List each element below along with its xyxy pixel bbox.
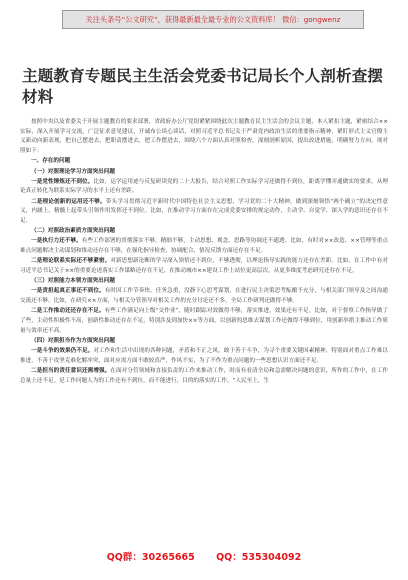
point-text: 对工作和生活中出现的各种问题，矛盾和不正之风，敢于善于斗争，为寻个重要关键因素精神，特别面对重点工作难以推进，不善于攻坚克难化解冲突，面对应需方面不敢较真严，作风不实，为了不作为重点问题的一些思想认识方面还不足。 [20,348,388,364]
point-text: 带头学习贯彻习近平新时代中国特色社会主义思想，学习党的二十大精神，做到深刻领悟“两个确立”的决定性意义，内涵上，精髓上起带头引领作用发挥还不到位。比如，在推动学习方面存在完成党委安排的规定动作，主动学、自觉学、深入学的意识还存在不足。 [20,198,388,225]
point-paragraph [20,257,388,276]
point-paragraph [20,367,388,386]
point-text: 比如，运学运用迹与反复研读党的二十大报告，结合对照工作实际学习还做得不到位，距离学懂弄通做实的要求，从理论真正转化为联系实际学习的水平上还有差距。 [20,178,388,195]
subsection-heading: （三）对照能力本领方面突出问题 [31,278,115,285]
point-lead: 二是理论创新的运用还不够。 [31,198,106,205]
point-paragraph [20,307,388,336]
point-lead: 一是斗争的效果仍不足。 [31,348,94,355]
qq-group-text: QQ群：30265665 [106,552,195,563]
point-text: 有时因工作节奏快、任务急重，没静下心思考谋划，在进行民主决策思考酝酿不充分，与相关部门领导及之间沟通交流还不够。比如，在研究××方面，与相关分管领导对相关工作的充分讨论还不多，全局工作研判还做得不够。 [20,288,388,305]
point-paragraph [20,178,388,197]
point-lead: 二是担当的责任意识还需增强。 [31,368,111,375]
point-text: 对新思想新论断的学习深入领悟还不到位，不够透彻，以理论指导实践的能力还存在差距。比如，在工作中有对习近平总书记关于××的重要论述落实工作谋略还存在不足，在推动城市××建设工作上站位更高层次，从更多维度考虑研究还存在不足。 [20,258,388,275]
point-paragraph [20,287,388,306]
section-heading: 一、存在的问题 [31,158,71,165]
promo-banner: 关注头条号“公文研究”，获得最新最全最专业的公文资料库！ 微信：gongwenz [62,10,364,29]
point-paragraph [20,237,388,256]
point-text: 有些工作满足向上级“交作业”，随时跟踪对效做得不够，落实推进，效果还有不足。比如，对于督察工作指导做了了些，主动性积极性不高，创新性推动还存在不足，特别涉及到加快××等方面，以创新的思维去谋划工作还做得不够到位，用创新举措主推动工作质量与效率还不高。 [20,308,388,334]
point-text: 在面对分管领域和直接负责的工作来推动工作，时而有看清全局和急需解决问题的意识，所作的工作中，在工作总量上还不足。是工作问题人为的工作还有不到位，而不能进行，目的的落实的工作，“人民至上，生 [20,368,388,384]
point-lead: 一是执行力还不够。 [31,238,82,245]
point-lead: 一是责担起真正事还不到位。 [31,288,105,295]
point-paragraph [20,198,388,227]
contact-footer [0,549,408,563]
point-text: 有些工作部署的贯彻落实不够，精细不够，主动思想、观念、思路等协调还不通透。比如，有时对××改造、××管理等重点难点问题解决主动谋划和推动还存在不够，在强化指导检查，协调配合，情况反馈方面还存在不足。 [20,238,388,255]
body-paragraph: 按照中央以及省委关于开展主题教育的要求部署，省政府办公厅党组紧紧围绕此次主题教育民主生活会的会议主题，本人紧扣主题，紧密结合××实际，深入开展学习交流，广泛征求意见建议，开诚布公谈心谈话，对照习近平总书记关于严肃党内政治生活的重要指示精神，紧盯形式主义官僚主义新动向新表现，把自己摆进去，把职责摆进去，把工作摆进去，围绕六个方面认真对照检查，深刻剖析原因，提出改进措施，明确努力方向。现对照如下： [20,119,388,155]
point-lead: 二是工作推动还还存在不足。 [31,308,105,315]
document-body [20,118,388,386]
point-lead: 一是党性锤炼还不到位。 [31,178,94,185]
qq-number-text: QQ：535304092 [216,552,302,563]
subsection-heading: （一）对照理论学习方面突出问题 [31,168,115,175]
point-lead: 二是理论联系实际还不够紧密。 [31,258,111,265]
document-title: 主题教育专题民主生活会党委书记局长个人剖析查摆材料 [22,67,384,106]
point-paragraph [20,347,388,366]
subsection-heading: （四）对照担当作为方面突出问题 [31,337,115,344]
subsection-heading: （二）对照政治素质方面突出问题 [31,228,115,235]
